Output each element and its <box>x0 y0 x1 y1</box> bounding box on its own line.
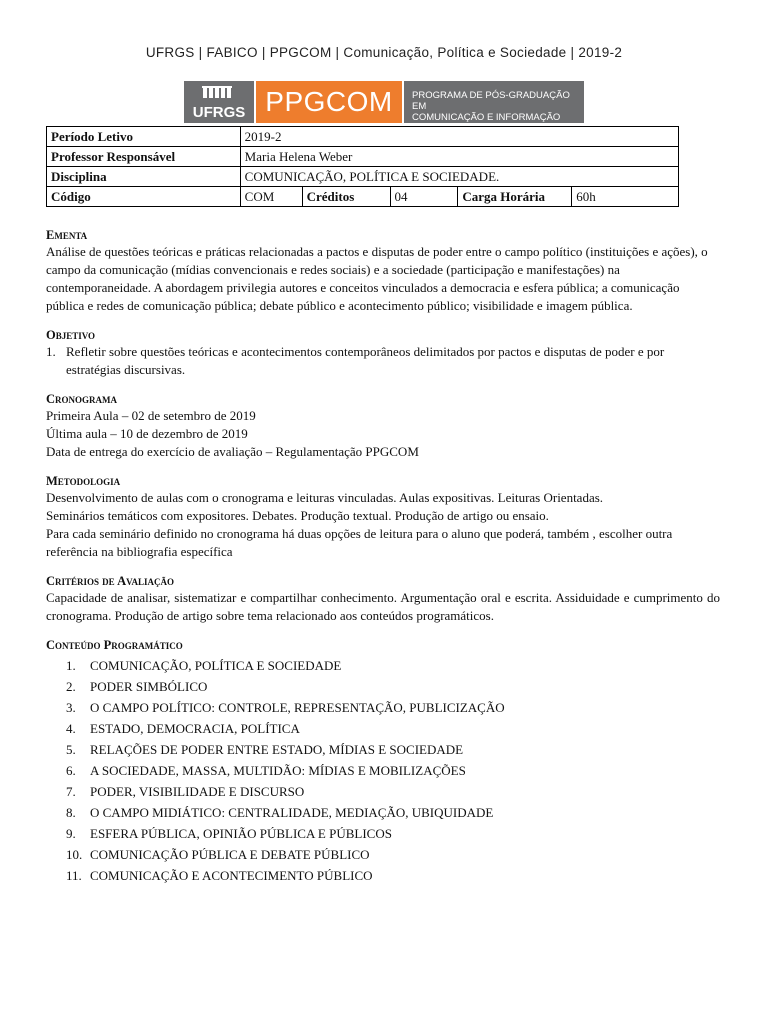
list-item-text: COMUNICAÇÃO E ACONTECIMENTO PÚBLICO <box>90 867 373 883</box>
ementa-heading: Ementa <box>46 228 88 242</box>
list-item-number: 4. <box>66 720 76 736</box>
ementa-text: Análise de questões teóricas e práticas relacionadas a pactos e disputas de poder entre o campo político (instituições e ações), o campo da comunicação (mídias convencionais e redes sociais) e a sociedade (participação e manifestações) na contemporaneidade. A abordagem privilegia autores e conceitos vinculados a democracia e esfera pública; a comunicação pública e redes de comunicação pública; debate público e acontecimento público; visibilidade e imagem pública. <box>46 244 708 313</box>
list-item-number: 1. <box>66 657 76 673</box>
objetivo-list <box>46 343 720 379</box>
conteudo-list <box>46 655 720 886</box>
list-item <box>46 844 720 865</box>
metodologia-line: Desenvolvimento de aulas com o cronograma e leituras vinculadas. Aulas expositivas. Leituras Orientadas. <box>46 490 604 505</box>
list-item <box>46 697 720 718</box>
course-info-table <box>46 126 679 207</box>
list-item <box>46 655 720 676</box>
list-item <box>46 718 720 739</box>
carga-value: 60h <box>572 187 679 207</box>
ufrgs-logo <box>184 81 254 123</box>
list-item-number: 11. <box>66 867 82 883</box>
list-item <box>46 802 720 823</box>
periodo-value: 2019-2 <box>240 127 678 147</box>
list-item-text: PODER, VISIBILIDADE E DISCURSO <box>90 783 305 799</box>
codigo-value: COM <box>240 187 302 207</box>
professor-value: Maria Helena Weber <box>240 147 678 167</box>
list-item-text: COMUNICAÇÃO PÚBLICA E DEBATE PÚBLICO <box>90 846 370 862</box>
cronograma-line: Data de entrega do exercício de avaliação – Regulamentação PPGCOM <box>46 444 419 459</box>
running-header: UFRGS | FABICO | PPGCOM | Comunicação, Política e Sociedade | 2019-2 <box>145 45 623 60</box>
list-item-number: 7. <box>66 783 76 799</box>
program-name-line1: PROGRAMA DE PÓS-GRADUAÇÃO EM <box>412 90 570 112</box>
list-item-number: 6. <box>66 762 76 778</box>
ufrgs-wordmark: UFRGS <box>192 104 246 121</box>
list-item-number: 2. <box>66 678 76 694</box>
ufrgs-emblem-icon <box>202 86 236 100</box>
criterios-text: Capacidade de analisar, sistematizar e compartilhar conhecimento. Argumentação oral e escrita. Assiduidade e cumprimento do cronograma. Produção de artigo sobre tema relacionado aos conteúdos programáticos. <box>46 590 720 623</box>
list-item-number: 8. <box>66 804 76 820</box>
list-item-number: 3. <box>66 699 76 715</box>
objetivo-heading: Objetivo <box>46 328 96 342</box>
disciplina-value: COMUNICAÇÃO, POLÍTICA E SOCIEDADE. <box>240 167 678 187</box>
list-item-text: O CAMPO MIDIÁTICO: CENTRALIDADE, MEDIAÇÃO, UBIQUIDADE <box>90 804 494 820</box>
list-item-number: 5. <box>66 741 76 757</box>
list-item-text: COMUNICAÇÃO, POLÍTICA E SOCIEDADE <box>90 657 342 673</box>
cronograma-line: Última aula – 10 de dezembro de 2019 <box>46 426 248 441</box>
program-name-line2: COMUNICAÇÃO E INFORMAÇÃO <box>412 112 561 123</box>
list-item-text: ESFERA PÚBLICA, OPINIÃO PÚBLICA E PÚBLICOS <box>90 825 392 841</box>
periodo-label: Período Letivo <box>47 127 241 147</box>
list-item-number: 1. <box>46 344 56 359</box>
list-item <box>46 823 720 844</box>
list-item-text: A SOCIEDADE, MASSA, MULTIDÃO: MÍDIAS E MOBILIZAÇÕES <box>90 762 466 778</box>
metodologia-line: Para cada seminário definido no cronograma há duas opções de leitura para o aluno que poderá, também , escolher outra referência na bibliografia específica <box>46 526 673 559</box>
list-item <box>46 781 720 802</box>
metodologia-line: Seminários temáticos com expositores. Debates. Produção textual. Produção de artigo ou ensaio. <box>46 508 549 523</box>
carga-label: Carga Horária <box>458 187 572 207</box>
list-item-text: ESTADO, DEMOCRACIA, POLÍTICA <box>90 720 300 736</box>
syllabus-content <box>46 227 720 886</box>
disciplina-label: Disciplina <box>47 167 241 187</box>
codigo-label: Código <box>47 187 241 207</box>
cronograma-line: Primeira Aula – 02 de setembro de 2019 <box>46 408 256 423</box>
list-item-text: O CAMPO POLÍTICO: CONTROLE, REPRESENTAÇÃO, PUBLICIZAÇÃO <box>90 699 505 715</box>
program-name-block <box>404 81 584 123</box>
list-item-number: 10. <box>66 846 83 862</box>
table-row-professor <box>47 147 679 167</box>
list-item-text: RELAÇÕES DE PODER ENTRE ESTADO, MÍDIAS E SOCIEDADE <box>90 741 464 757</box>
list-item <box>46 760 720 781</box>
table-row-periodo <box>47 127 679 147</box>
list-item <box>46 676 720 697</box>
list-item <box>46 865 720 886</box>
conteudo-heading: Conteúdo Programático <box>46 638 183 652</box>
table-row-disciplina <box>47 167 679 187</box>
criterios-heading: Critérios de Avaliação <box>46 574 174 588</box>
creditos-value: 04 <box>390 187 458 207</box>
metodologia-heading: Metodologia <box>46 474 121 488</box>
ppgcom-logo-banner <box>184 81 584 123</box>
list-item-text: Refletir sobre questões teóricas e acontecimentos contemporâneos delimitados por pactos e disputas de poder e por estratégias discursivas. <box>66 344 665 377</box>
cronograma-heading: Cronograma <box>46 392 118 406</box>
professor-label: Professor Responsável <box>47 147 241 167</box>
creditos-label: Créditos <box>302 187 390 207</box>
list-item-text: PODER SIMBÓLICO <box>90 678 208 694</box>
table-row-codigo <box>47 187 679 207</box>
list-item <box>46 739 720 760</box>
ppgcom-wordmark: PPGCOM <box>256 81 402 123</box>
list-item <box>46 343 720 379</box>
list-item-number: 9. <box>66 825 76 841</box>
